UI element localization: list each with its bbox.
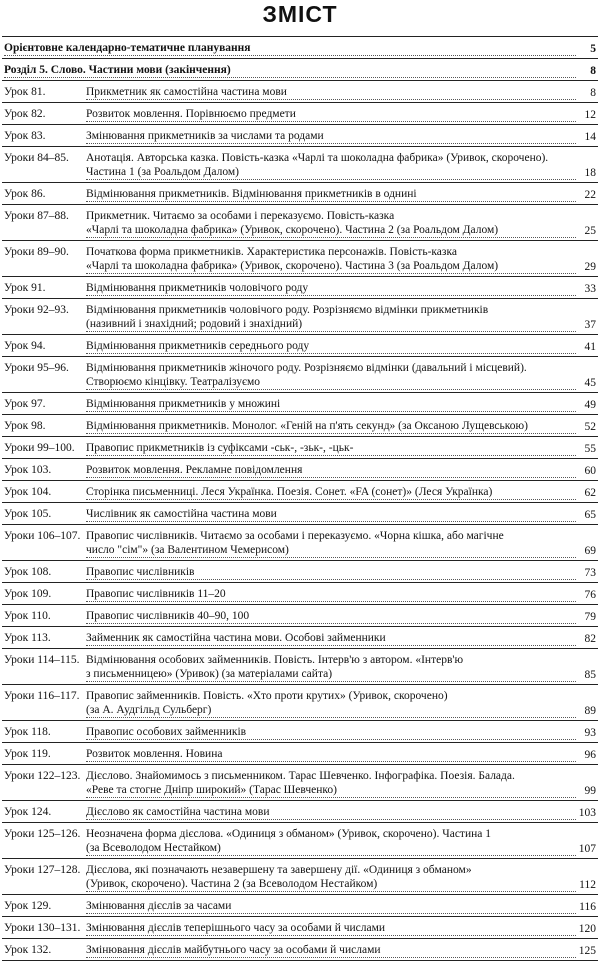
toc-entry-title <box>86 747 576 762</box>
toc-entry-line: Прикметник. Читаємо за особами і переказуємо. Повість-казка <box>86 210 395 222</box>
toc-entry-title <box>86 419 576 434</box>
toc-entry-line: Сторінка письменниці. Леся Українка. Поезія. Сонет. «FA (сонет)» (Леся Українка) <box>86 485 576 500</box>
toc-entry-title <box>86 245 576 274</box>
toc-entry-title <box>86 863 576 892</box>
toc-entry-title <box>86 281 576 296</box>
toc-page-number: 52 <box>584 421 596 433</box>
toc-lesson-number: Уроки 116–117. <box>4 690 80 702</box>
toc-entry <box>2 205 598 241</box>
toc-entry-title <box>86 85 576 100</box>
toc-entry-line: Розвиток мовлення. Рекламне повідомлення <box>86 463 576 478</box>
toc-entry-line: з письменницею» (Уривок) (за матеріалами сайта) <box>86 667 576 682</box>
toc-entry-line: Правопис числівників 11–20 <box>86 587 576 602</box>
toc-lesson-number: Уроки 89–90. <box>4 246 69 258</box>
toc-lesson-number: Урок 129. <box>4 900 52 912</box>
toc-entry <box>2 241 598 277</box>
toc-entry-line: Відмінювання прикметників жіночого роду. Розрізняємо відмінки (давальний і місцевий). <box>86 362 527 374</box>
toc-entry-line: Займенник як самостійна частина мови. Особові займенники <box>86 631 576 646</box>
toc-page-number: 14 <box>584 131 596 143</box>
toc-entry <box>2 147 598 183</box>
toc-entry-line: Відмінювання особових займенників. Повість. Інтерв'ю з автором. «Інтерв'ю <box>86 654 464 666</box>
toc-page-number: 107 <box>578 843 596 855</box>
toc-entry-line: Анотація. Авторська казка. Повість-казка «Чарлі та шоколадна фабрика» (Уривок, скорочено). <box>86 152 549 164</box>
toc-entry <box>2 393 598 415</box>
toc-entry-title <box>86 631 576 646</box>
toc-entry <box>2 277 598 299</box>
toc-entry-title <box>86 107 576 122</box>
toc-entry-line: Орієнтовне календарно-тематичне планування <box>4 41 576 56</box>
toc-page-number: 49 <box>584 399 596 411</box>
toc-page-number: 99 <box>584 785 596 797</box>
toc-page-number: 62 <box>584 487 596 499</box>
toc-lesson-number: Уроки 125–126. <box>4 828 81 840</box>
toc-entry-line: Дієслово. Знайомимось з письменником. Тарас Шевченко. Інфографіка. Поезія. Балада. <box>86 770 515 782</box>
toc-entry <box>2 59 598 81</box>
toc-entry-line: Відмінювання прикметників чоловічого роду <box>86 281 576 296</box>
toc-entry <box>2 525 598 561</box>
toc-page-number: 112 <box>579 879 596 891</box>
toc-entry-title <box>86 463 576 478</box>
toc-lesson-number: Урок 82. <box>4 108 46 120</box>
toc-page-number: 8 <box>590 65 596 77</box>
toc-entry <box>2 859 598 895</box>
toc-page-number: 25 <box>584 225 596 237</box>
toc-entry-line: Прикметник як самостійна частина мови <box>86 85 576 100</box>
toc-entry <box>2 627 598 649</box>
toc-entry-title <box>86 725 576 740</box>
toc-entry-line: «Чарлі та шоколадна фабрика» (Уривок, скорочено). Частина 3 (за Роальдом Далом) <box>86 259 576 274</box>
toc-entry-line: Правопис числівників. Читаємо за особами і переказуємо. «Чорна кішка, або магічне <box>86 530 504 542</box>
toc-entry-line: Відмінювання прикметників середнього роду <box>86 339 576 354</box>
toc-page-number: 29 <box>584 261 596 273</box>
toc-lesson-number: Урок 110. <box>4 610 51 622</box>
toc-entry-line: «Реве та стогне Дніпр широкий» (Тарас Шевченко) <box>86 783 576 798</box>
toc-entry-title <box>86 303 576 332</box>
toc-entry-line: Відмінювання прикметників. Відмінювання прикметників в однині <box>86 187 576 202</box>
toc-entry <box>2 335 598 357</box>
toc-entry <box>2 765 598 801</box>
toc-entry-line: Дієслово як самостійна частина мови <box>86 805 576 820</box>
toc-entry <box>2 357 598 393</box>
toc-entry-title <box>86 565 576 580</box>
toc-entry-title <box>86 397 576 412</box>
toc-entry-line: Змінювання дієслів за часами <box>86 899 576 914</box>
toc-entry <box>2 437 598 459</box>
toc-page-number: 65 <box>584 509 596 521</box>
toc-entry-line: Відмінювання прикметників. Монолог. «Геній на п'ять секунд» (за Оксаною Лущевською) <box>86 419 576 434</box>
table-of-contents <box>2 36 598 961</box>
toc-entry-line: Розвиток мовлення. Порівнюємо предмети <box>86 107 576 122</box>
toc-entry <box>2 605 598 627</box>
toc-entry-title <box>86 609 576 624</box>
toc-entry <box>2 743 598 765</box>
toc-page-number: 76 <box>584 589 596 601</box>
toc-lesson-number: Урок 119. <box>4 748 51 760</box>
toc-entry-line: Змінювання прикметників за числами та родами <box>86 129 576 144</box>
toc-page-number: 37 <box>584 319 596 331</box>
toc-lesson-number: Урок 105. <box>4 508 52 520</box>
toc-page-number: 116 <box>579 901 596 913</box>
toc-entry <box>2 917 598 939</box>
toc-page-number: 82 <box>584 633 596 645</box>
toc-entry-line: Правопис особових займенників <box>86 725 576 740</box>
toc-page-number: 85 <box>584 669 596 681</box>
toc-page-number: 12 <box>584 109 596 121</box>
toc-entry <box>2 459 598 481</box>
toc-entry <box>2 685 598 721</box>
toc-page-number: 5 <box>590 43 596 55</box>
toc-page-number: 60 <box>584 465 596 477</box>
toc-entry-title <box>86 689 576 718</box>
toc-entry-line: Частина 1 (за Роальдом Далом) <box>86 165 576 180</box>
toc-entry <box>2 81 598 103</box>
toc-entry-title <box>86 921 576 936</box>
toc-entry-line: Правопис прикметників із суфіксами -ськ-, -зьк-, -цьк- <box>86 441 576 456</box>
toc-entry-title <box>86 361 576 390</box>
toc-entry-line: Відмінювання прикметників чоловічого роду. Розрізняємо відмінки прикметників <box>86 304 489 316</box>
toc-page-number: 55 <box>584 443 596 455</box>
toc-entry <box>2 299 598 335</box>
toc-entry-title <box>86 507 576 522</box>
toc-entry-title <box>4 63 576 78</box>
toc-page-number: 89 <box>584 705 596 717</box>
toc-entry <box>2 721 598 743</box>
toc-lesson-number: Урок 104. <box>4 486 52 498</box>
toc-entry <box>2 183 598 205</box>
toc-entry <box>2 823 598 859</box>
toc-lesson-number: Урок 124. <box>4 806 52 818</box>
toc-entry <box>2 939 598 961</box>
toc-entry-line: (за А. Аудгільд Сульберг) <box>86 703 576 718</box>
toc-page-number: 33 <box>584 283 596 295</box>
toc-lesson-number: Урок 109. <box>4 588 52 600</box>
page-title: ЗМІСТ <box>262 1 338 27</box>
toc-entry-line: Правопис числівників 40–90, 100 <box>86 609 576 624</box>
toc-entry <box>2 481 598 503</box>
toc-lesson-number: Уроки 84–85. <box>4 152 69 164</box>
toc-lesson-number: Урок 94. <box>4 340 46 352</box>
toc-entry-line: Початкова форма прикметників. Характеристика персонажів. Повість-казка <box>86 246 457 258</box>
toc-entry-line: «Чарлі та шоколадна фабрика» (Уривок, скорочено). Частина 2 (за Роальдом Далом) <box>86 223 576 238</box>
toc-lesson-number: Уроки 95–96. <box>4 362 69 374</box>
toc-page-number: 22 <box>584 189 596 201</box>
toc-lesson-number: Урок 132. <box>4 944 52 956</box>
toc-page-number: 93 <box>584 727 596 739</box>
toc-entry-line: Відмінювання прикметників у множині <box>86 397 576 412</box>
toc-entry-title <box>86 769 576 798</box>
toc-page-number: 69 <box>584 545 596 557</box>
toc-entry-title <box>86 943 576 958</box>
toc-entry-title <box>86 827 576 856</box>
toc-page-number: 18 <box>584 167 596 179</box>
toc-entry <box>2 503 598 525</box>
toc-lesson-number: Урок 91. <box>4 282 46 294</box>
toc-entry-title <box>86 339 576 354</box>
toc-entry-title <box>86 529 576 558</box>
toc-lesson-number: Урок 98. <box>4 420 46 432</box>
toc-entry <box>2 415 598 437</box>
toc-entry <box>2 125 598 147</box>
toc-entry <box>2 895 598 917</box>
toc-lesson-number: Урок 103. <box>4 464 52 476</box>
toc-page-number: 79 <box>584 611 596 623</box>
toc-entry-line: Правопис числівників <box>86 565 576 580</box>
toc-entry-line: Числівник як самостійна частина мови <box>86 507 576 522</box>
toc-lesson-number: Урок 81. <box>4 86 46 98</box>
toc-page-number: 8 <box>590 87 596 99</box>
toc-entry-line: Дієслова, які позначають незавершену та завершену дії. «Одиниця з обманом» <box>86 864 472 876</box>
toc-page-number: 96 <box>584 749 596 761</box>
toc-page-number: 73 <box>584 567 596 579</box>
toc-lesson-number: Уроки 127–128. <box>4 864 81 876</box>
toc-entry-title <box>86 653 576 682</box>
toc-entry <box>2 801 598 823</box>
toc-entry-line: число "сім"» (за Валентином Чемерисом) <box>86 543 576 558</box>
toc-lesson-number: Уроки 87–88. <box>4 210 69 222</box>
toc-entry-title <box>4 41 576 56</box>
toc-lesson-number: Урок 83. <box>4 130 46 142</box>
toc-entry <box>2 583 598 605</box>
toc-entry <box>2 561 598 583</box>
toc-entry-line: Неозначена форма дієслова. «Одиниця з обманом» (Уривок, скорочено). Частина 1 <box>86 828 491 840</box>
toc-lesson-number: Уроки 114–115. <box>4 654 80 666</box>
toc-entry-line: Створюємо кінцівку. Театралізуємо <box>86 375 576 390</box>
toc-entry-line: Розвиток мовлення. Новина <box>86 747 576 762</box>
toc-lesson-number: Урок 118. <box>4 726 51 738</box>
toc-entry-title <box>86 129 576 144</box>
toc-entry-line: (Уривок, скорочено). Частина 2 (за Всеволодом Нестайком) <box>86 877 576 892</box>
toc-lesson-number: Уроки 92–93. <box>4 304 69 316</box>
toc-entry-line: (за Всеволодом Нестайком) <box>86 841 576 856</box>
toc-entry <box>2 649 598 685</box>
toc-lesson-number: Урок 113. <box>4 632 51 644</box>
toc-entry-line: (називний і знахідний; родовий і знахідний) <box>86 317 576 332</box>
toc-lesson-number: Уроки 130–131. <box>4 922 81 934</box>
toc-entry-line: Розділ 5. Слово. Частини мови (закінчення) <box>4 63 576 78</box>
toc-entry <box>2 103 598 125</box>
toc-lesson-number: Уроки 122–123. <box>4 770 81 782</box>
toc-entry-line: Змінювання дієслів теперішнього часу за особами й числами <box>86 921 576 936</box>
toc-page-number: 120 <box>578 923 596 935</box>
toc-entry-title <box>86 485 576 500</box>
toc-page-number: 45 <box>584 377 596 389</box>
toc-page-number: 41 <box>584 341 596 353</box>
toc-entry-title <box>86 151 576 180</box>
toc-lesson-number: Урок 97. <box>4 398 46 410</box>
toc-entry-title <box>86 587 576 602</box>
toc-entry-title <box>86 899 576 914</box>
toc-entry-title <box>86 187 576 202</box>
toc-entry-line: Правопис займенників. Повість. «Хто проти крутих» (Уривок, скорочено) <box>86 690 448 702</box>
toc-lesson-number: Уроки 106–107. <box>4 530 81 542</box>
toc-lesson-number: Урок 86. <box>4 188 46 200</box>
toc-entry-title <box>86 209 576 238</box>
toc-entry-title <box>86 441 576 456</box>
toc-lesson-number: Урок 108. <box>4 566 52 578</box>
toc-entry-line: Змінювання дієслів майбутнього часу за особами й числами <box>86 943 576 958</box>
toc-page-number: 103 <box>578 807 596 819</box>
toc-lesson-number: Уроки 99–100. <box>4 442 75 454</box>
toc-page-number: 125 <box>578 945 596 957</box>
toc-entry-title <box>86 805 576 820</box>
toc-entry <box>2 37 598 59</box>
